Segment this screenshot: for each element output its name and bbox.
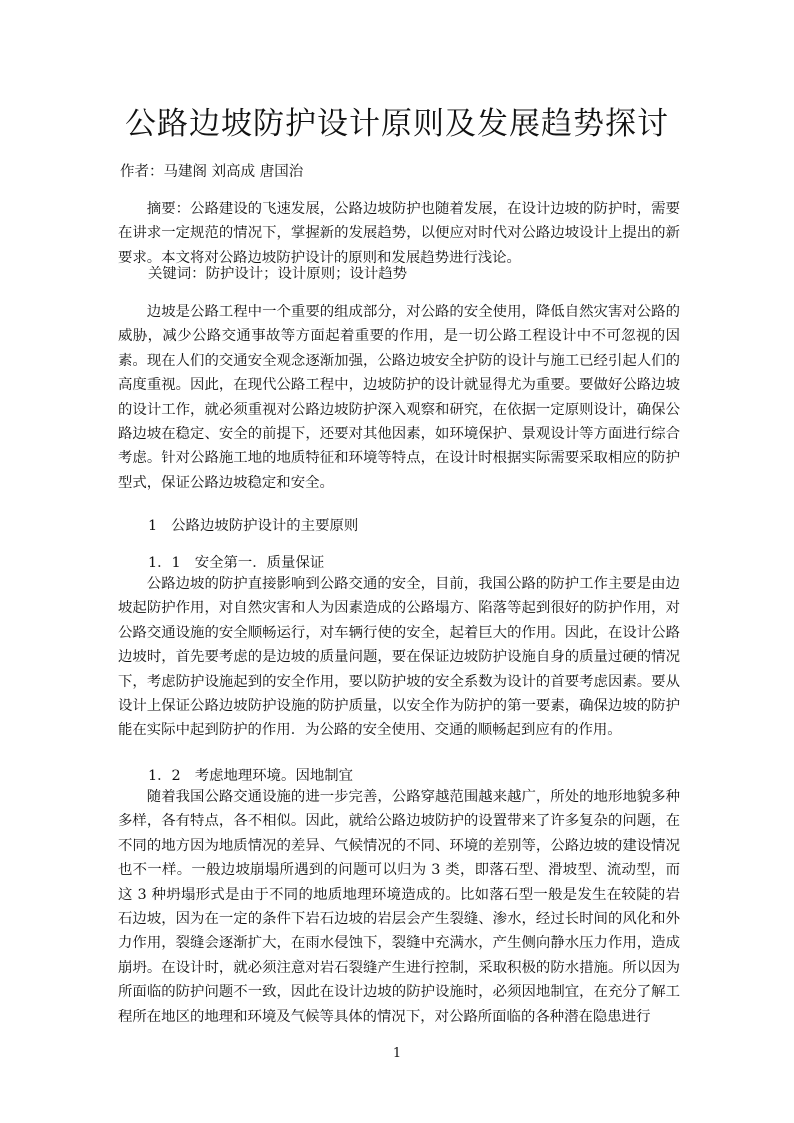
section-1-title: 公路边坡防护设计的主要原则: [171, 518, 359, 534]
section-1-1-title: 安全第一．质量保证: [194, 555, 325, 571]
keywords-line: 关键词：防护设计；设计原则；设计趋势: [148, 266, 408, 282]
intro-paragraph: 边坡是公路工程中一个重要的组成部分，对公路的安全使用，降低自然灾害对公路的威胁，减少公路交通事故等方面起着重要的作用，是一切公路工程设计中不可忽视的因素。现在人们的交通安全观念逐渐加强，公路边坡安全护防的设计与施工已经引起人们的高度重视。因此，在现代公路工程中，边坡防护的设计就显得尤为重要。要做好公路边坡的设计工作，就必须重视对公路边坡防护深入观察和研究，在依据一定原则设计，确保公路边坡在稳定、安全的前提下，还要对其他因素，如环境保护、景观设计等方面进行综合考虑。针对公路施工地的地质特征和环境等特点，在设计时根据实际需要采取相应的防护型式，保证公路边坡稳定和安全。: [118, 304, 680, 491]
section-1-2-number: 1．2: [148, 768, 181, 784]
section-1-heading: [148, 514, 372, 535]
page-number: 1: [392, 1046, 402, 1061]
abstract-paragraph: 摘要：公路建设的飞速发展，公路边坡防护也随着发展，在设计边坡的防护时，需要在讲求一定规范的情况下，掌握新的发展趋势，以便应对时代对公路边坡设计上提出的新要求。本文将对公路边坡防护设计的原则和发展趋势进行浅论。: [118, 201, 680, 266]
document-title: 公路边坡防护设计原则及发展趋势探讨: [125, 106, 669, 142]
section-1-2-paragraph: 随着我国公路交通设施的进一步完善，公路穿越范围越来越广，所处的地形地貌多种多样，各有特点，各不相似。因此，就给公路边坡防护的设置带来了许多复杂的问题，在不同的地方因为地质情况的差异、气候情况的不同、环境的差别等，公路边坡的建设情况也不一样。一般边坡崩塌所遇到的问题可以归为 3 类，即落石型、滑坡型、流动型，而这 3 种坍塌形式是由于不同的地质地理环境造成的。比如落石型一般是发生在较陡的岩石边坡，因为在一定的条件下岩石边坡的岩层会产生裂缝、渗水，经过长时间的风化和外力作用，裂缝会逐渐扩大，在雨水侵蚀下，裂缝中充满水，产生侧向静水压力作用，造成崩坍。在设计时，就必须注意对岩石裂缝产生进行控制，采取积极的防水措施。所以因为所面临的防护问题不一致，因此在设计边坡的防护设施时，必须因地制宜，在充分了解工程所在地区的地理和环境及气候等具体的情况下，对公路所面临的各种潜在隐患进行: [118, 789, 680, 1025]
section-1-1-paragraph: 公路边坡的防护直接影响到公路交通的安全，目前，我国公路的防护工作主要是由边坡起防护作用，对自然灾害和人为因素造成的公路塌方、陷落等起到很好的防护作用，对公路交通设施的安全顺畅运行，对车辆行使的安全，起着巨大的作用。因此，在设计公路边坡时，首先要考虑的是边坡的质量问题，要在保证边坡防护设施自身的质量过硬的情况下，考虑防护设施起到的安全作用，要以防护坡的安全系数为设计的首要考虑因素。要从设计上保证公路边坡防护设施的防护质量，以安全作为防护的第一要素，确保边坡的防护能在实际中起到防护的作用．为公路的安全使用、交通的顺畅起到应有的作用。: [118, 576, 680, 739]
authors-line: 作者：马建阁 刘高成 唐国治: [120, 164, 304, 180]
section-1-1-number: 1．1: [148, 555, 181, 571]
section-1-2-title: 考虑地理环境。因地制宜: [194, 768, 354, 784]
section-1-2-heading: [148, 764, 367, 785]
section-1-number: 1: [148, 518, 158, 534]
section-1-1-heading: [148, 551, 338, 572]
